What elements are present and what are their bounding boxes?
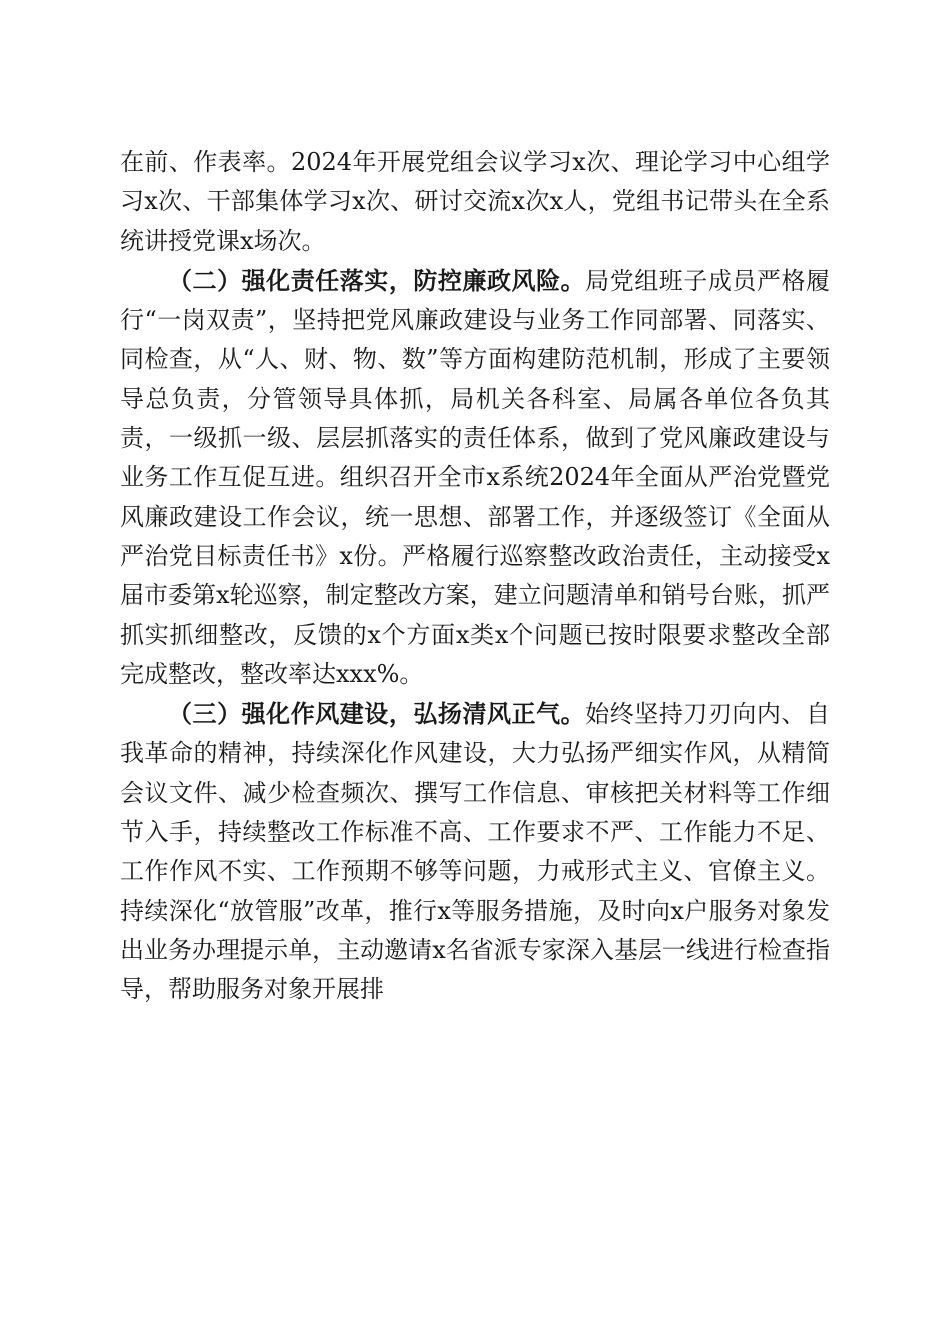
paragraph-section-2 [120,261,830,694]
paragraph-continuation [120,143,830,261]
paragraph-text: 局党组班子成员严格履行“一岗双责”，坚持把党风廉政建设与业务工作同部署、同落实、同检查，从“人、财、物、数”等方面构建防范机制，形成了主要领导总负责，分管领导具体抓，局机关各科室、局属各单位各负其责，一级抓一级、层层抓落实的责任体系，做到了党风廉政建设与业务工作互促互进。组织召开全市x系统2024年全面从严治党暨党风廉政建设工作会议，统一思想、部署工作，并逐级签订《全面从严治党目标责任书》x份。严格履行巡察整改政治责任，主动接受x届市委第x轮巡察，制定整改方案，建立问题清单和销号台账，抓严抓实抓细整改，反馈的x个方面x类x个问题已按时限要求整改全部完成整改，整改率达xxx%。 [120,266,831,688]
section-heading: （三）强化作风建设，弘扬清风正气。 [168,699,586,729]
paragraph-text: 始终坚持刀刃向内、自我革命的精神，持续深化作风建设，大力弘扬严细实作风，从精简会议文件、减少检查频次、撰写工作信息、审核把关材料等工作细节入手，持续整改工作标准不高、工作要求不严、工作能力不足、工作作风不实、工作预期不够等问题，力戒形式主义、官僚主义。持续深化“放管服”改革，推行x等服务措施，及时向x户服务对象发出业务办理提示单，主动邀请x名省派专家深入基层一线进行检查指导，帮助服务对象开展排 [120,700,831,1004]
section-heading: （二）强化责任落实，防控廉政风险。 [168,265,586,295]
paragraph-text: 在前、作表率。2024年开展党组会议学习x次、理论学习中心组学习x次、干部集体学习x次、研讨交流x次x人，党组书记带头在全系统讲授党课x场次。 [120,148,830,255]
paragraph-section-3 [120,694,830,1009]
document-body [120,143,830,1010]
